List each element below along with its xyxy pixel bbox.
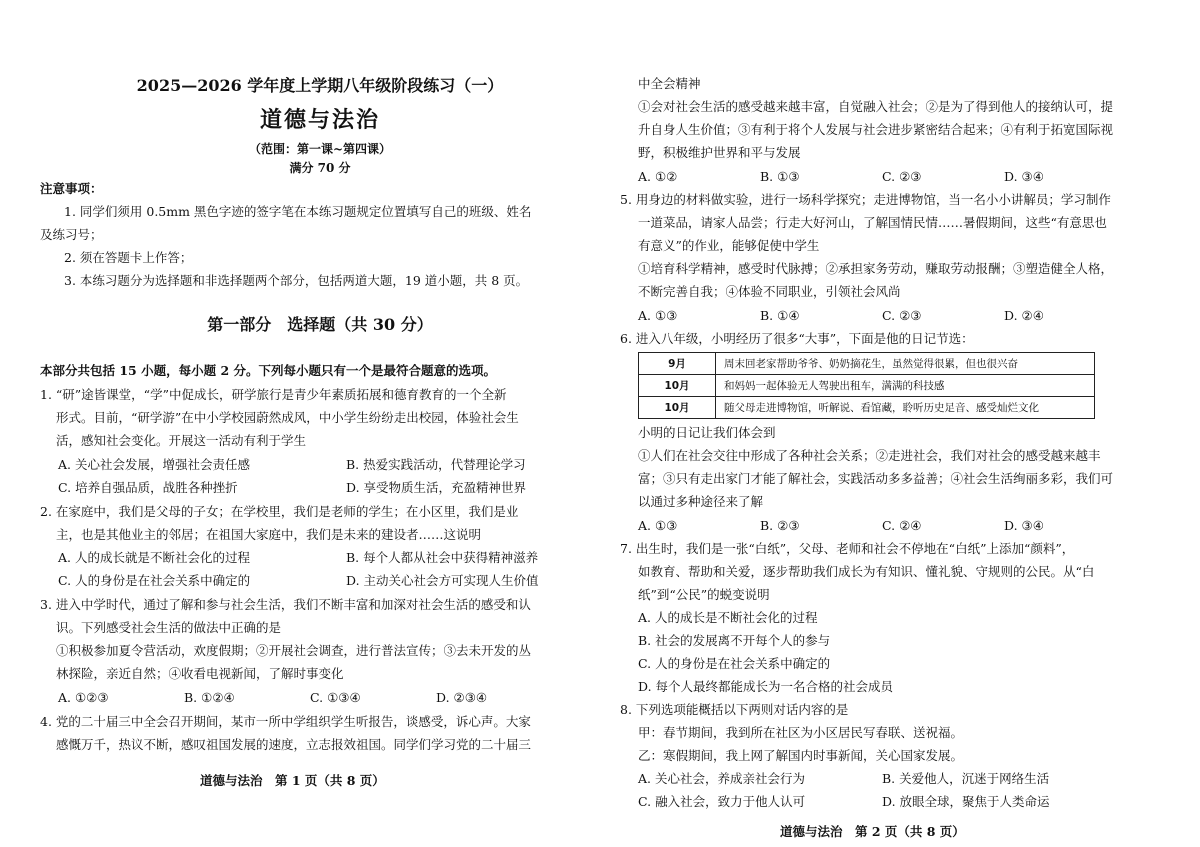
subject-title: 道德与法治: [259, 107, 380, 133]
diary-entry: 随父母走进博物馆，听解说、看馆藏，聆听历史足音、感受灿烂文化: [716, 397, 1095, 419]
q4-stem-line5: 升自身人生价值；③有利于将个人发展与社会进步紧密结合起来；④有利于拓宽国际视: [638, 122, 1114, 137]
q3-option-b: B. ①②④: [184, 690, 235, 705]
q6-stem-line3: ①人们在社会交往中形成了各种社会关系；②走进社会，我们对社会的感受越来越丰: [638, 448, 1101, 463]
diary-entry: 和妈妈一起体验无人驾驶出租车，满满的科技感: [716, 375, 1095, 397]
q5-option-d: D. ②④: [1004, 308, 1044, 323]
notice-item-1-cont: 及练习号；: [40, 227, 103, 242]
q5-stem-line2: 一道菜品，请家人品尝；行走大好河山，了解国情民情……暑假期间，这些“有意思也: [638, 215, 1107, 230]
notice-heading: 注意事项：: [40, 181, 103, 196]
q1-option-c: C. 培养自强品质，战胜各种挫折: [58, 480, 238, 495]
q2-option-c: C. 人的身份是在社会关系中确定的: [58, 573, 251, 588]
q7-stem-line3: 纸”到“公民”的蜕变说明: [638, 587, 770, 602]
q6-option-c: C. ②④: [882, 518, 922, 533]
q6-option-b: B. ②③: [760, 518, 800, 533]
q6-stem-line5: 以通过多种途径来了解: [638, 494, 764, 509]
q2-option-d: D. 主动关心社会方可实现人生价值: [346, 573, 539, 588]
full-score: 满分 70 分: [289, 161, 351, 175]
q3-option-c: C. ①③④: [310, 690, 361, 705]
q1-stem-line1: 1. “研”途皆课堂，“学”中促成长，研学旅行是青少年素质拓展和德育教育的一个全新: [40, 387, 507, 402]
q4-option-b: B. ①③: [760, 169, 800, 184]
q1-stem-line2: 形式。目前，“研学游”在中小学校园蔚然成风，中小学生纷纷走出校园，体验社会生: [56, 410, 519, 425]
q1-option-a: A. 关心社会发展，增强社会责任感: [58, 457, 250, 472]
q4-stem-line4: ①会对社会生活的感受越来越丰富，自觉融入社会；②是为了得到他人的接纳认可，提: [638, 99, 1114, 114]
q2-option-b: B. 每个人都从社会中获得精神滋养: [346, 550, 539, 565]
q6-option-a: A. ①③: [638, 518, 678, 533]
q3-stem-line3: ①积极参加夏令营活动，欢度假期；②开展社会调查，进行普法宣传；③去未开发的丛: [56, 643, 532, 658]
q7-option-a: A. 人的成长是不断社会化的过程: [638, 610, 818, 625]
exam-range: （范围：第一课~第四课）: [248, 142, 392, 156]
page-footer: 道德与法治 第 2 页（共 8 页）: [780, 824, 965, 839]
diary-row: [639, 397, 1095, 419]
q1-stem-line3: 活，感知社会变化。开展这一活动有利于学生: [56, 433, 307, 448]
q1-option-d: D. 享受物质生活，充盈精神世界: [346, 480, 527, 495]
part1-heading: 第一部分 选择题（共 30 分）: [207, 315, 433, 334]
page-footer: 道德与法治 第 1 页（共 8 页）: [200, 773, 385, 788]
exam-page-1: [40, 0, 600, 847]
q1-option-b: B. 热爱实践活动，代替理论学习: [346, 457, 526, 472]
q4-option-a: A. ①②: [638, 169, 678, 184]
notice-item-1: 1. 同学们须用 0.5mm 黑色字迹的签字笔在本练习题规定位置填写自己的班级、姓名: [64, 204, 532, 219]
q5-option-a: A. ①③: [638, 308, 678, 323]
q4-stem-line6: 野，积极维护世界和平与发展: [638, 145, 801, 160]
q2-stem-line1: 2. 在家庭中，我们是父母的子女；在学校里，我们是老师的学生；在小区里，我们是业: [40, 504, 519, 519]
notice-item-2: 2. 须在答题卡上作答；: [64, 250, 193, 265]
q7-stem-line2: 如教育、帮助和关爱，逐步帮助我们成长为有知识、懂礼貌、守规则的公民。从“白: [638, 564, 1095, 579]
part1-instruction: 本部分共包括 15 小题，每小题 2 分。下列每小题只有一个是最符合题意的选项。: [40, 363, 497, 378]
q8-stem-line3: 乙：寒假期间，我上网了解国内时事新闻，关心国家发展。: [638, 748, 964, 763]
q4-option-c: C. ②③: [882, 169, 922, 184]
q8-option-b: B. 关爱他人，沉迷于网络生活: [882, 771, 1050, 786]
q8-option-d: D. 放眼全球，聚焦于人类命运: [882, 794, 1050, 809]
q7-stem-line1: 7. 出生时，我们是一张“白纸”，父母、老师和社会不停地在“白纸”上添加“颜料”，: [620, 541, 1075, 556]
q5-option-b: B. ①④: [760, 308, 800, 323]
q8-option-a: A. 关心社会，养成亲社会行为: [638, 771, 805, 786]
q3-stem-line2: 识。下列感受社会生活的做法中正确的是: [56, 620, 282, 635]
q7-option-b: B. 社会的发展离不开每个人的参与: [638, 633, 831, 648]
diary-entry: 周末回老家帮助爷爷、奶奶摘花生，虽然觉得很累，但也很兴奋: [716, 353, 1095, 375]
q7-option-d: D. 每个人最终都能成长为一名合格的社会成员: [638, 679, 894, 694]
q8-option-c: C. 融入社会，致力于他人认可: [638, 794, 806, 809]
exam-title: 2025—2026 学年度上学期八年级阶段练习（一）: [136, 76, 504, 95]
diary-month: 10月: [639, 397, 716, 419]
diary-row: [639, 353, 1095, 375]
q6-stem-line4: 富；③只有走出家门才能了解社会，实践活动多多益善；④社会生活绚丽多彩，我们可: [638, 471, 1114, 486]
exam-page-2: [620, 0, 1180, 847]
q5-stem-line1: 5. 用身边的材料做实验，进行一场科学探究；走进博物馆，当一名小小讲解员；学习制作: [620, 192, 1111, 207]
q5-stem-line3: 有意义”的作业，能够促使中学生: [638, 238, 820, 253]
q6-stem-line2: 小明的日记让我们体会到: [638, 425, 776, 440]
q6-stem-line1: 6. 进入八年级，小明经历了很多“大事”，下面是他的日记节选：: [620, 331, 974, 346]
diary-month: 9月: [639, 353, 716, 375]
q8-stem-line2: 甲：春节期间，我到所在社区为小区居民写春联、送祝福。: [638, 725, 964, 740]
diary-table: [638, 352, 1095, 419]
q7-option-c: C. 人的身份是在社会关系中确定的: [638, 656, 831, 671]
diary-row: [639, 375, 1095, 397]
q2-stem-line2: 主，也是其他业主的邻居；在祖国大家庭中，我们是未来的建设者……这说明: [56, 527, 482, 542]
q2-option-a: A. 人的成长就是不断社会化的过程: [58, 550, 250, 565]
q5-stem-line5: 不断完善自我；④体验不同职业，引领社会风尚: [638, 284, 901, 299]
q3-stem-line1: 3. 进入中学时代，通过了解和参与社会生活，我们不断丰富和加深对社会生活的感受和认: [40, 597, 531, 612]
q8-stem-line1: 8. 下列选项能概括以下两则对话内容的是: [620, 702, 849, 717]
q4-stem-line1: 4. 党的二十届三中全会召开期间，某市一所中学组织学生听报告，谈感受，诉心声。大家: [40, 714, 531, 729]
q3-option-a: A. ①②③: [58, 690, 109, 705]
q6-option-d: D. ③④: [1004, 518, 1044, 533]
q5-option-c: C. ②③: [882, 308, 922, 323]
q5-stem-line4: ①培育科学精神，感受时代脉搏；②承担家务劳动，赚取劳动报酬；③塑造健全人格，: [638, 261, 1114, 276]
diary-month: 10月: [639, 375, 716, 397]
q4-option-d: D. ③④: [1004, 169, 1044, 184]
notice-item-3: 3. 本练习题分为选择题和非选择题两个部分，包括两道大题，19 道小题，共 8 页。: [64, 273, 529, 288]
q4-stem-line2: 感慨万千，热议不断，感叹祖国发展的速度，立志报效祖国。同学们学习党的二十届三: [56, 737, 532, 752]
q3-option-d: D. ②③④: [436, 690, 488, 705]
q3-stem-line4: 林探险，亲近自然；④收看电视新闻，了解时事变化: [56, 666, 344, 681]
q4-stem-line3: 中全会精神: [638, 76, 701, 91]
